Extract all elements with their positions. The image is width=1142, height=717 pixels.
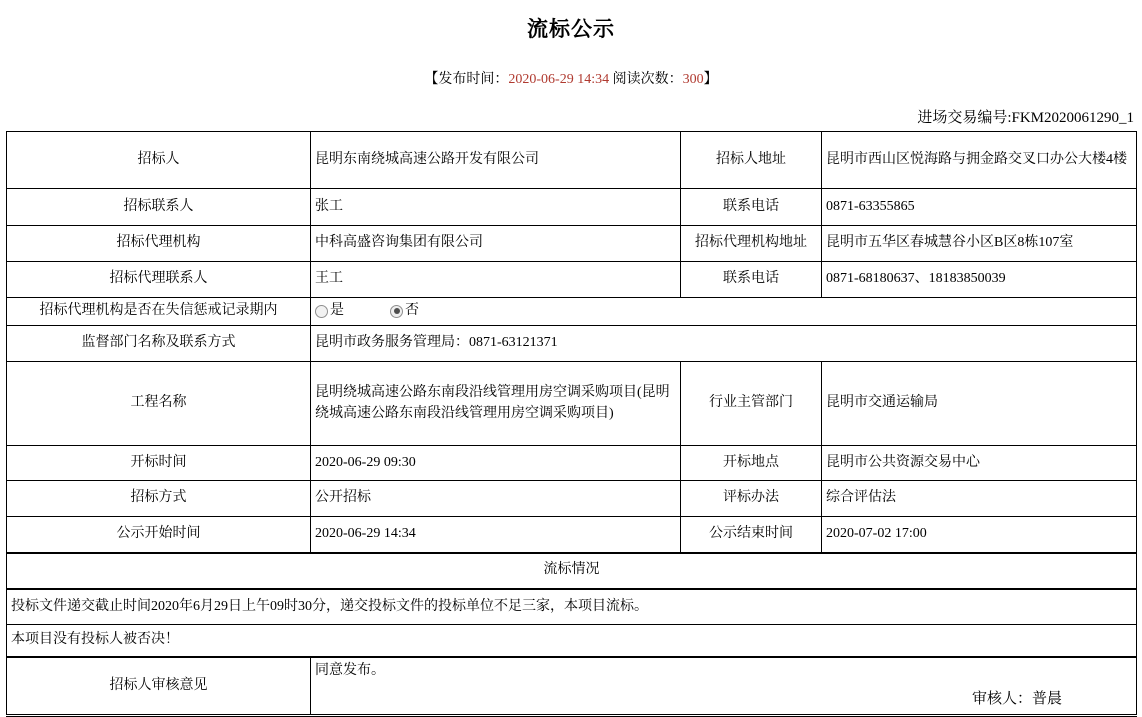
industry-dept-label: 行业主管部门 bbox=[681, 362, 822, 446]
supervision-dept-value: 昆明市政务服务管理局：0871-63121371 bbox=[311, 326, 1137, 362]
supervision-dept-label: 监督部门名称及联系方式 bbox=[7, 326, 311, 362]
table-row bbox=[7, 589, 1137, 625]
publish-time: 2020-06-29 14:34 bbox=[508, 72, 610, 87]
publicity-start-label: 公示开始时间 bbox=[7, 517, 311, 553]
table-row bbox=[7, 553, 1137, 589]
agency-contact-label: 招标代理联系人 bbox=[7, 262, 311, 298]
agency-contact-value: 王工 bbox=[311, 262, 681, 298]
tender-phone-value: 0871-63355865 bbox=[822, 189, 1137, 226]
page-title: 流标公示 bbox=[527, 17, 615, 41]
failed-bid-section-title: 流标情况 bbox=[7, 553, 1137, 589]
bid-opening-place-label: 开标地点 bbox=[681, 446, 822, 481]
table-row bbox=[7, 362, 1137, 446]
table-row bbox=[7, 262, 1137, 298]
publish-info bbox=[6, 68, 1136, 88]
dishonesty-record-label: 招标代理机构是否在失信惩戒记录期内 bbox=[7, 298, 311, 326]
publicity-end-value: 2020-07-02 17:00 bbox=[822, 517, 1137, 553]
publicity-end-label: 公示结束时间 bbox=[681, 517, 822, 553]
tender-method-value: 公开招标 bbox=[311, 481, 681, 517]
bid-opening-time-value: 2020-06-29 09:30 bbox=[311, 446, 681, 481]
publish-prefix: 【发布时间： bbox=[424, 72, 509, 87]
agency-label: 招标代理机构 bbox=[7, 226, 311, 262]
bid-opening-time-label: 开标时间 bbox=[7, 446, 311, 481]
radio-yes-label: 是 bbox=[330, 303, 344, 319]
evaluation-method-label: 评标办法 bbox=[681, 481, 822, 517]
table-row bbox=[7, 226, 1137, 262]
table-row bbox=[7, 326, 1137, 362]
industry-dept-value: 昆明市交通运输局 bbox=[822, 362, 1137, 446]
review-opinion-cell bbox=[311, 657, 1137, 716]
radio-option-no[interactable] bbox=[390, 301, 419, 321]
project-name-label: 工程名称 bbox=[7, 362, 311, 446]
tender-contact-value: 张工 bbox=[311, 189, 681, 226]
agency-phone-value: 0871-68180637、18183850039 bbox=[822, 262, 1137, 298]
bracket-close: 】 bbox=[703, 72, 718, 87]
agency-phone-label: 联系电话 bbox=[681, 262, 822, 298]
table-row bbox=[7, 132, 1137, 189]
radio-option-yes[interactable] bbox=[315, 301, 344, 321]
table-row bbox=[7, 657, 1137, 716]
table-row bbox=[7, 625, 1137, 657]
no-rejected-bidders: 本项目没有投标人被否决！ bbox=[7, 625, 1137, 657]
tender-contact-label: 招标联系人 bbox=[7, 189, 311, 226]
agency-address-label: 招标代理机构地址 bbox=[681, 226, 822, 262]
table-row bbox=[7, 189, 1137, 226]
agency-address-value: 昆明市五华区春城慧谷小区B区8栋107室 bbox=[822, 226, 1137, 262]
dishonesty-record-options bbox=[311, 298, 1137, 326]
project-name-value: 昆明绕城高速公路东南段沿线管理用房空调采购项目(昆明绕城高速公路东南段沿线管理用房空调采购项目) bbox=[311, 362, 681, 446]
views-count: 300 bbox=[682, 72, 704, 87]
bid-opening-place-value: 昆明市公共资源交易中心 bbox=[822, 446, 1137, 481]
radio-yes-icon[interactable] bbox=[315, 305, 328, 318]
tenderer-address-value: 昆明市西山区悦海路与拥金路交叉口办公大楼4楼 bbox=[822, 132, 1137, 189]
publicity-start-value: 2020-06-29 14:34 bbox=[311, 517, 681, 553]
views-label: 阅读次数： bbox=[609, 72, 683, 87]
tenderer-value: 昆明东南绕城高速公路开发有限公司 bbox=[311, 132, 681, 189]
trade-number-value: FKM2020061290_1 bbox=[1011, 110, 1134, 126]
radio-group bbox=[315, 301, 1132, 321]
table-row bbox=[7, 517, 1137, 553]
tender-method-label: 招标方式 bbox=[7, 481, 311, 517]
table-row bbox=[7, 446, 1137, 481]
tender-phone-label: 联系电话 bbox=[681, 189, 822, 226]
evaluation-method-value: 综合评估法 bbox=[822, 481, 1137, 517]
trade-number-label: 进场交易编号: bbox=[917, 110, 1012, 126]
agency-value: 中科高盛咨询集团有限公司 bbox=[311, 226, 681, 262]
announcement-table bbox=[6, 131, 1137, 717]
failed-bid-reason: 投标文件递交截止时间2020年6月29日上午09时30分，递交投标文件的投标单位不足三家，本项目流标。 bbox=[7, 589, 1137, 625]
radio-no-label: 否 bbox=[405, 303, 419, 319]
tenderer-address-label: 招标人地址 bbox=[681, 132, 822, 189]
table-row bbox=[7, 298, 1137, 326]
radio-no-icon[interactable] bbox=[390, 305, 403, 318]
review-opinion-label: 招标人审核意见 bbox=[7, 657, 311, 716]
trade-number bbox=[6, 106, 1136, 127]
table-row bbox=[7, 481, 1137, 517]
tenderer-label: 招标人 bbox=[7, 132, 311, 189]
review-opinion-value: 同意发布。 bbox=[315, 662, 385, 678]
reviewer-name: 审核人：普晨 bbox=[971, 691, 1062, 707]
